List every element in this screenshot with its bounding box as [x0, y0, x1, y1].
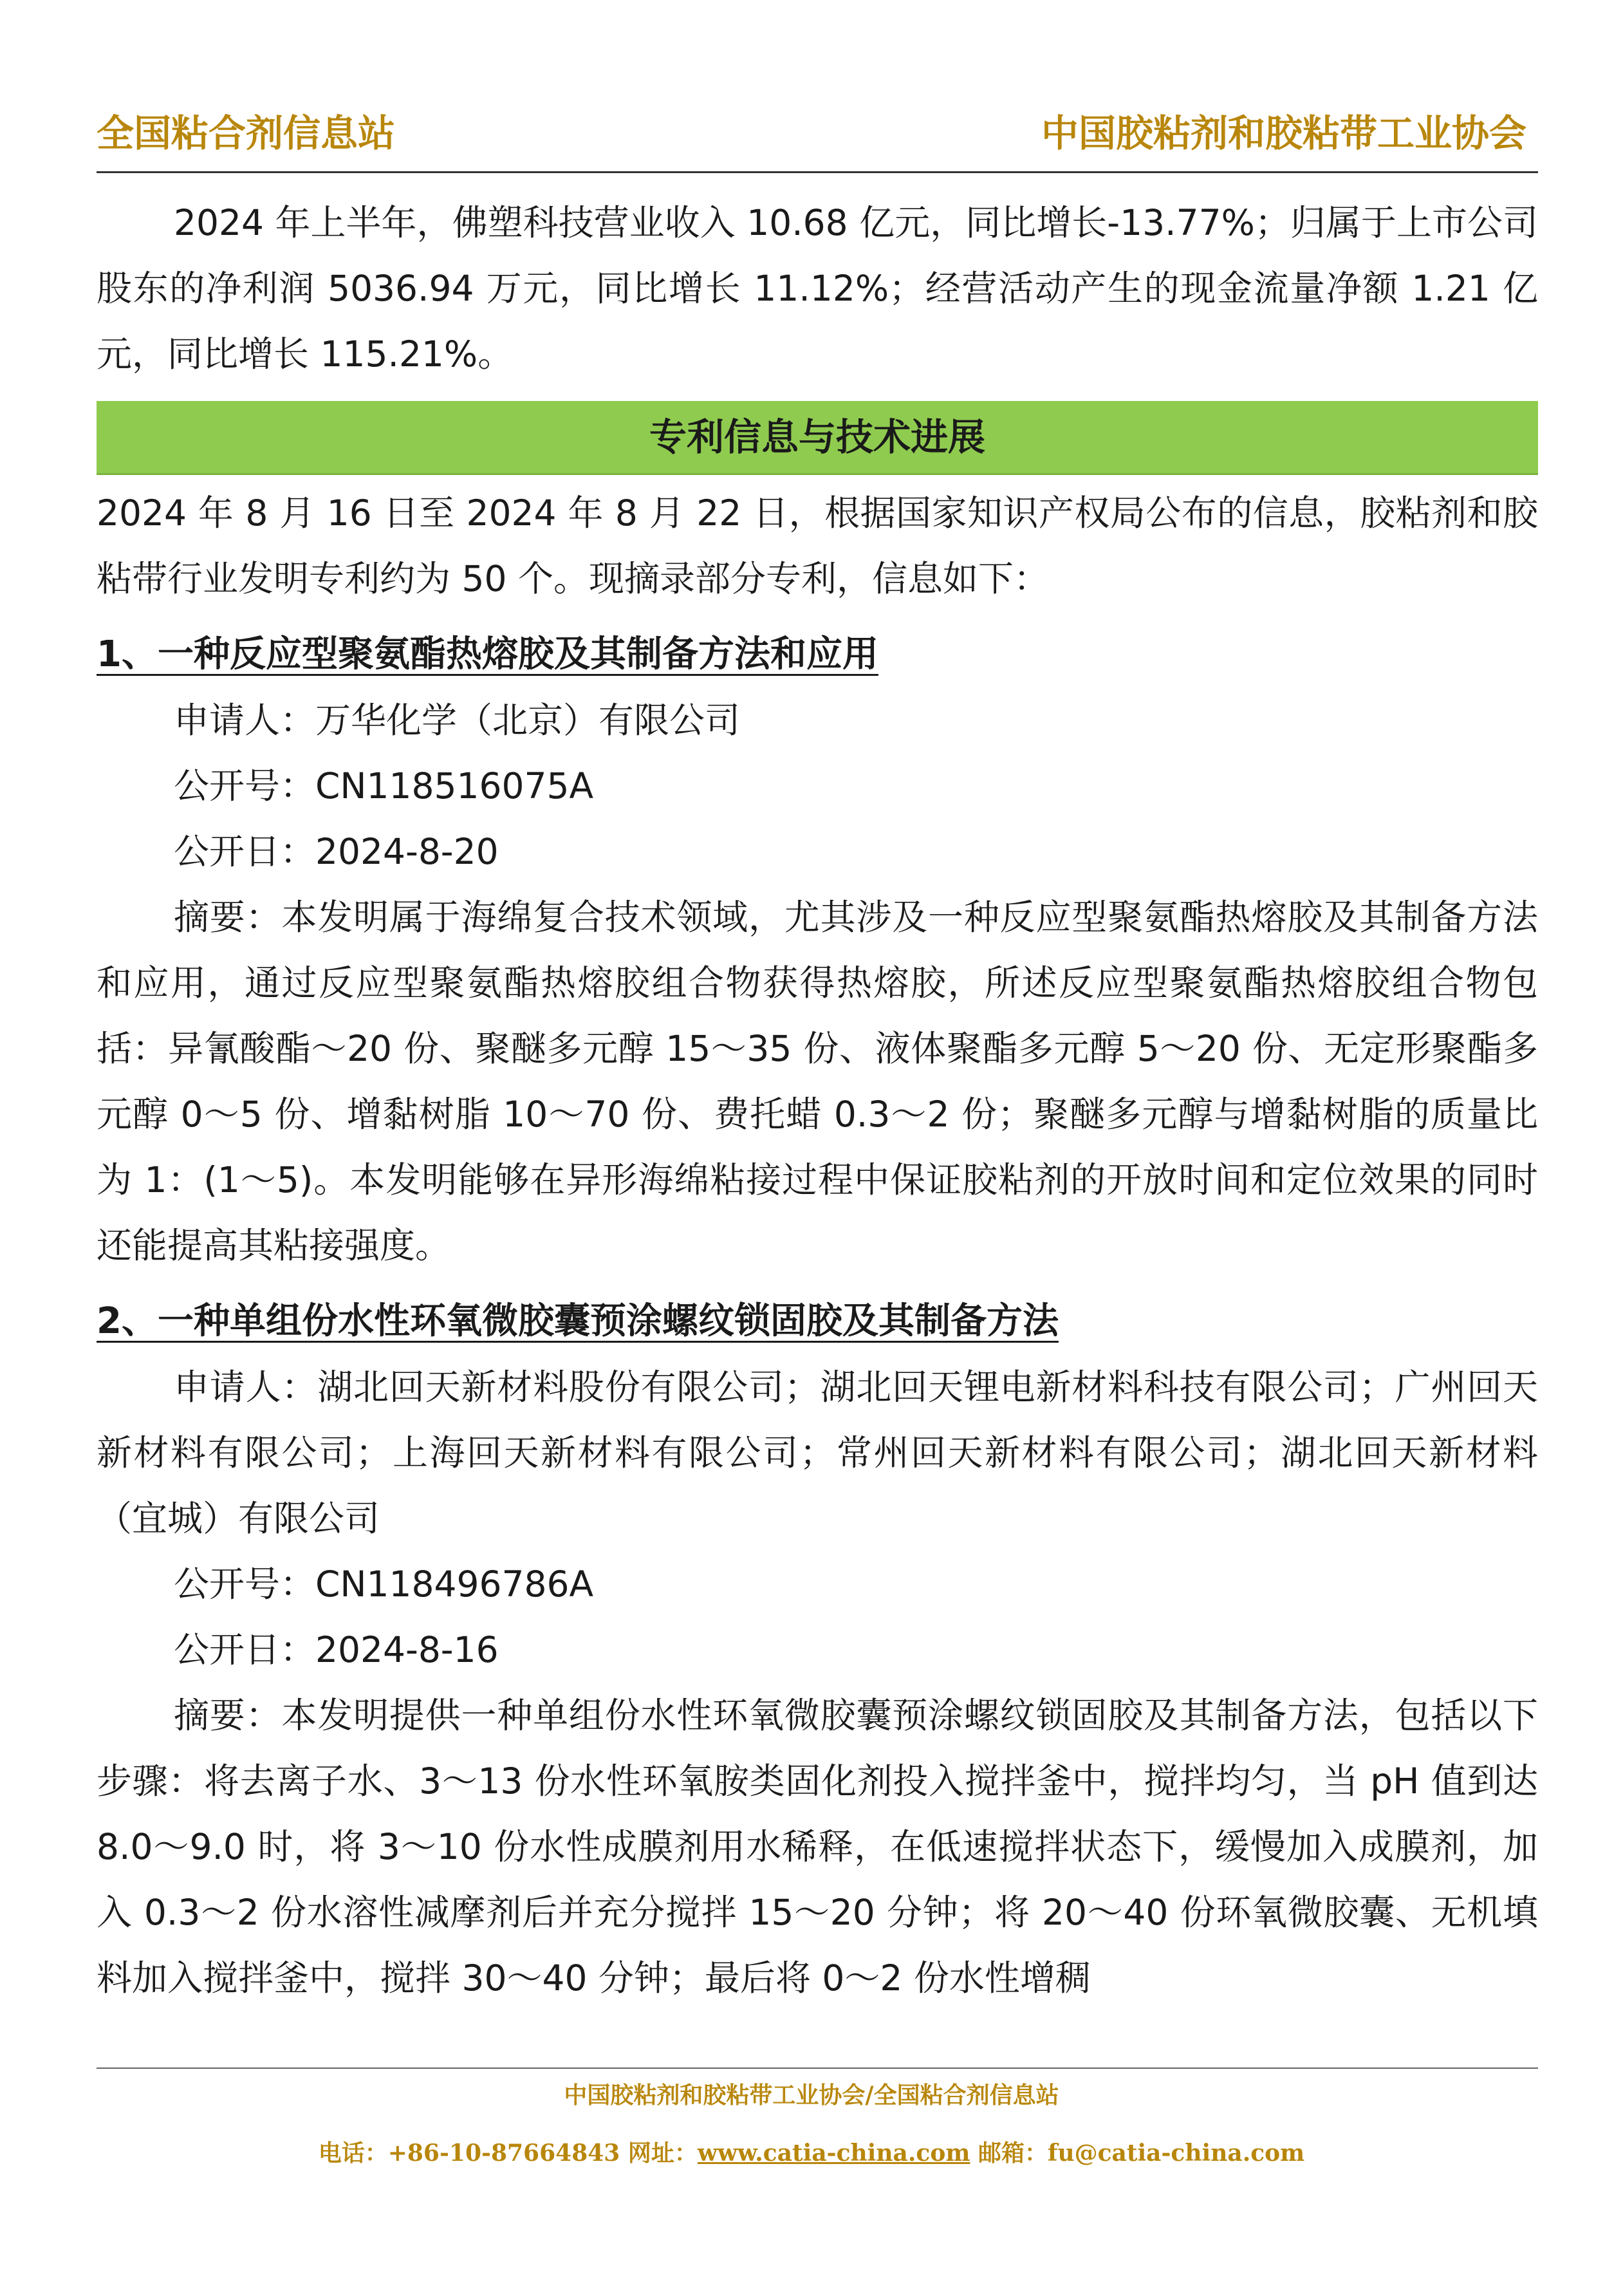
patent-publication-date: 公开日：2024-8-16 — [174, 1629, 499, 1670]
patent-publication-number: 公开号：CN118496786A — [174, 1563, 594, 1605]
patent-title: 1、一种反应型聚氨酯热熔胶及其制备方法和应用 — [97, 633, 878, 675]
patent-abstract: 摘要：本发明提供一种单组份水性环氧微胶囊预涂螺纹锁固胶及其制备方法，包括以下步骤：将去离子水、3～13 份水性环氧胺类固化剂投入搅拌釜中，搅拌均匀，当 pH 值到达 8.0～9.0 时，将 3～10 份水性成膜剂用水稀释，在低速搅拌状态下，缓慢加入成膜剂，加入 0.3～2 份水溶性减摩剂后并充分搅拌 15～20 分钟；将 20～40 份环氧微胶囊、无机填料加入搅拌釜中，搅拌 30～40 分钟；最后将 0～2 份水性增稠 — [97, 1695, 1538, 1999]
section-title: 专利信息与技术进展 — [649, 415, 985, 459]
patent-item — [97, 622, 1538, 1278]
section-lead-paragraph: 2024 年 8 月 16 日至 2024 年 8 月 22 日，根据国家知识产权局公布的信息，胶粘剂和胶粘带行业发明专利约为 50 个。现摘录部分专利，信息如下： — [97, 492, 1538, 599]
footer-divider — [97, 2067, 1538, 2069]
patent-abstract: 摘要：本发明属于海绵复合技术领域，尤其涉及一种反应型聚氨酯热熔胶及其制备方法和应用，通过反应型聚氨酯热熔胶组合物获得热熔胶，所述反应型聚氨酯热熔胶组合物包括：异氰酸酯～20 份、聚醚多元醇 15～35 份、液体聚酯多元醇 5～20 份、无定形聚酯多元醇 0～5 份、增黏树脂 10～70 份、费托蜡 0.3～2 份；聚醚多元醇与增黏树脂的质量比为 1：(1～5)。本发明能够在异形海绵粘接过程中保证胶粘剂的开放时间和定位效果的同时还能提高其粘接强度。 — [97, 897, 1538, 1266]
footer-contact — [0, 2137, 1623, 2169]
patent-title: 2、一种单组份水性环氧微胶囊预涂螺纹锁固胶及其制备方法 — [97, 1300, 1059, 1342]
main-content — [97, 190, 1538, 2011]
footer-phone: 电话：+86-10-87664843 网址： — [318, 2140, 698, 2167]
footer-website-link[interactable]: www.catia-china.com — [697, 2140, 970, 2167]
footer-email: 邮箱：fu@catia-china.com — [970, 2140, 1305, 2167]
footer-organization: 中国胶粘剂和胶粘带工业协会/全国粘合剂信息站 — [564, 2082, 1059, 2109]
header-left-title: 全国粘合剂信息站 — [97, 111, 396, 155]
patent-applicant: 申请人：万华化学（北京）有限公司 — [174, 700, 741, 741]
patent-item — [97, 1289, 1538, 2011]
header-right-title: 中国胶粘剂和胶粘带工业协会 — [1041, 111, 1526, 155]
header-divider — [97, 171, 1538, 173]
patent-applicant: 申请人：湖北回天新材料股份有限公司；湖北回天锂电新材料科技有限公司；广州回天新材料有限公司；上海回天新材料有限公司；常州回天新材料有限公司；湖北回天新材料（宜城）有限公司 — [97, 1367, 1538, 1539]
section-banner — [97, 401, 1538, 475]
patent-publication-date: 公开日：2024-8-20 — [174, 831, 499, 872]
intro-paragraph: 2024 年上半年，佛塑科技营业收入 10.68 亿元，同比增长-13.77%；归属于上市公司股东的净利润 5036.94 万元，同比增长 11.12%；经营活动产生的现金流量净额 1.21 亿元，同比增长 115.21%。 — [97, 202, 1538, 375]
patent-publication-number: 公开号：CN118516075A — [174, 765, 594, 807]
